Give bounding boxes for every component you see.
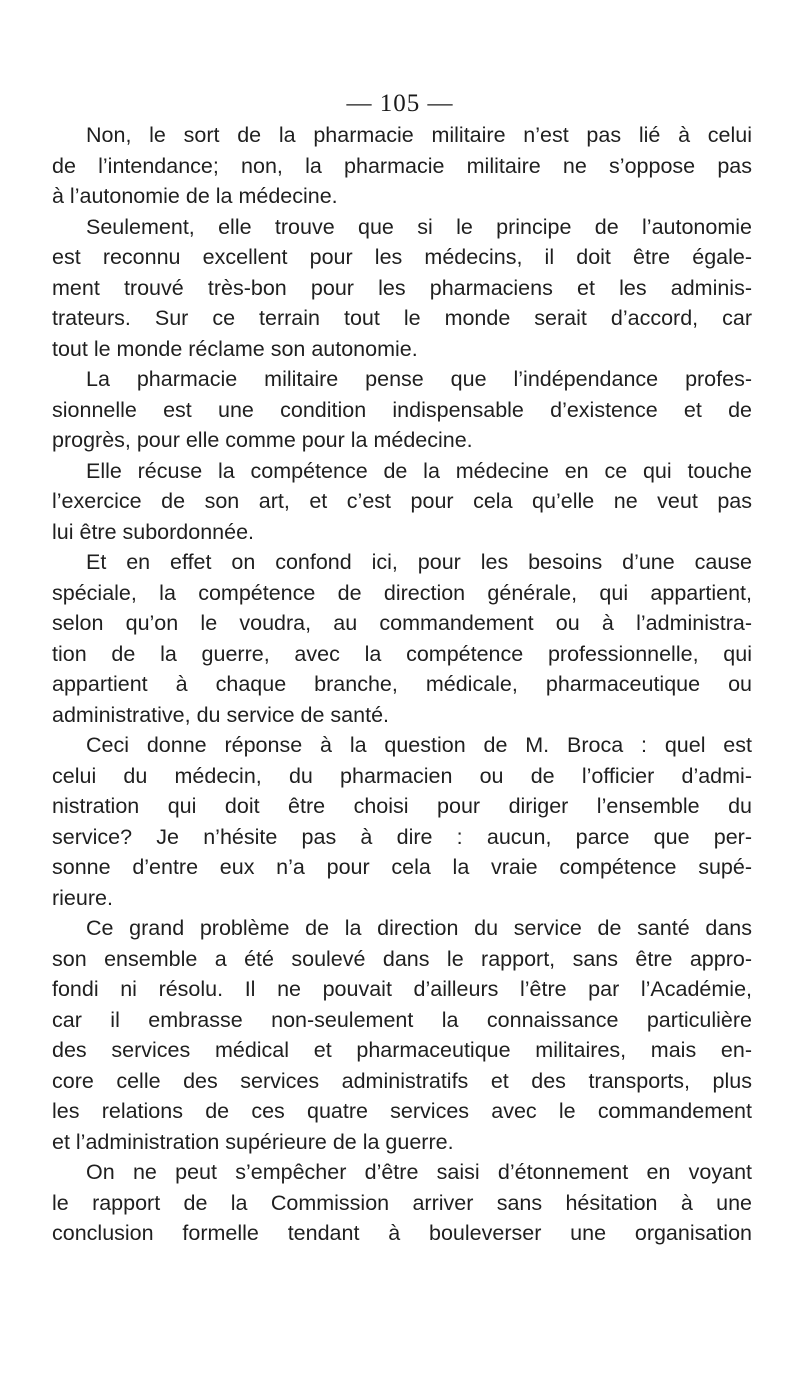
text-line: sionnelle est une condition indispensable d’existence et de (52, 397, 752, 422)
text-line: Non, le sort de la pharmacie militaire n’est pas lié à celui (86, 123, 752, 147)
text-line: core celle des services administratifs et des transports, plus (52, 1068, 752, 1093)
text-line: l’exercice de son art, et c’est pour cela qu’elle ne veut pas (52, 489, 752, 513)
text-line: le rapport de la Commission arriver sans hésitation à une (52, 1190, 752, 1215)
text-line: tion de la guerre, avec la compétence professionnelle, qui (52, 641, 752, 666)
text-line: à l’autonomie de la médecine. (52, 184, 338, 208)
text-line: Ceci donne réponse à la question de M. Broca : quel est (86, 733, 752, 757)
text-line: lui être subordonnée. (52, 519, 255, 544)
text-line: et l’administration supérieure de la guerre. (52, 1129, 454, 1154)
text-line: son ensemble a été soulevé dans le rapport, sans être appro- (52, 946, 752, 971)
text-line: Ce grand problème de la direction du service de santé dans (86, 916, 752, 940)
text-line: des services médical et pharmaceutique militaires, mais en- (52, 1038, 752, 1062)
text-line: conclusion formelle tendant à bouleverser une organisation (52, 1221, 752, 1245)
text-line: Et en effet on confond ici, pour les besoins d’une cause (86, 550, 752, 574)
text-line: Seulement, elle trouve que si le principe de l’autonomie (86, 214, 752, 239)
text-line: les relations de ces quatre services avec le commandement (52, 1099, 752, 1123)
text-line: est reconnu excellent pour les médecins, il doit être égale- (52, 245, 752, 269)
text-line: trateurs. Sur ce terrain tout le monde serait d’accord, car (52, 306, 752, 330)
text-line: de l’intendance; non, la pharmacie militaire ne s’oppose pas (52, 153, 752, 178)
body-text (52, 120, 752, 1249)
text-line: car il embrasse non-seulement la connaissance particulière (52, 1007, 752, 1032)
text-line: spéciale, la compétence de direction générale, qui appartient, (52, 580, 752, 605)
text-line: On ne peut s’empêcher d’être saisi d’étonnement en voyant (86, 1160, 752, 1184)
text-line: fondi ni résolu. Il ne pouvait d’ailleurs l’être par l’Académie, (52, 977, 752, 1001)
text-line: appartient à chaque branche, médicale, pharmaceutique ou (52, 672, 752, 696)
text-line: Elle récuse la compétence de la médecine en ce qui touche (86, 458, 752, 483)
text-line: service? Je n’hésite pas à dire : aucun, parce que per- (52, 824, 752, 849)
text-line: rieure. (52, 885, 113, 910)
text-line: ment trouvé très-bon pour les pharmaciens et les adminis- (52, 275, 752, 300)
text-line: sonne d’entre eux n’a pour cela la vraie compétence supé- (52, 855, 752, 879)
text-line: celui du médecin, du pharmacien ou de l’officier d’admi- (52, 763, 752, 788)
text-line: La pharmacie militaire pense que l’indépendance profes- (86, 367, 752, 391)
text-line: nistration qui doit être choisi pour diriger l’ensemble du (52, 794, 752, 818)
text-line: tout le monde réclame son autonomie. (52, 336, 418, 361)
text-line: progrès, pour elle comme pour la médecine. (52, 428, 473, 452)
text-line: selon qu’on le voudra, au commandement ou à l’administra- (52, 611, 752, 635)
text-line: administrative, du service de santé. (52, 702, 389, 727)
page-number: — 105 — (346, 90, 454, 117)
